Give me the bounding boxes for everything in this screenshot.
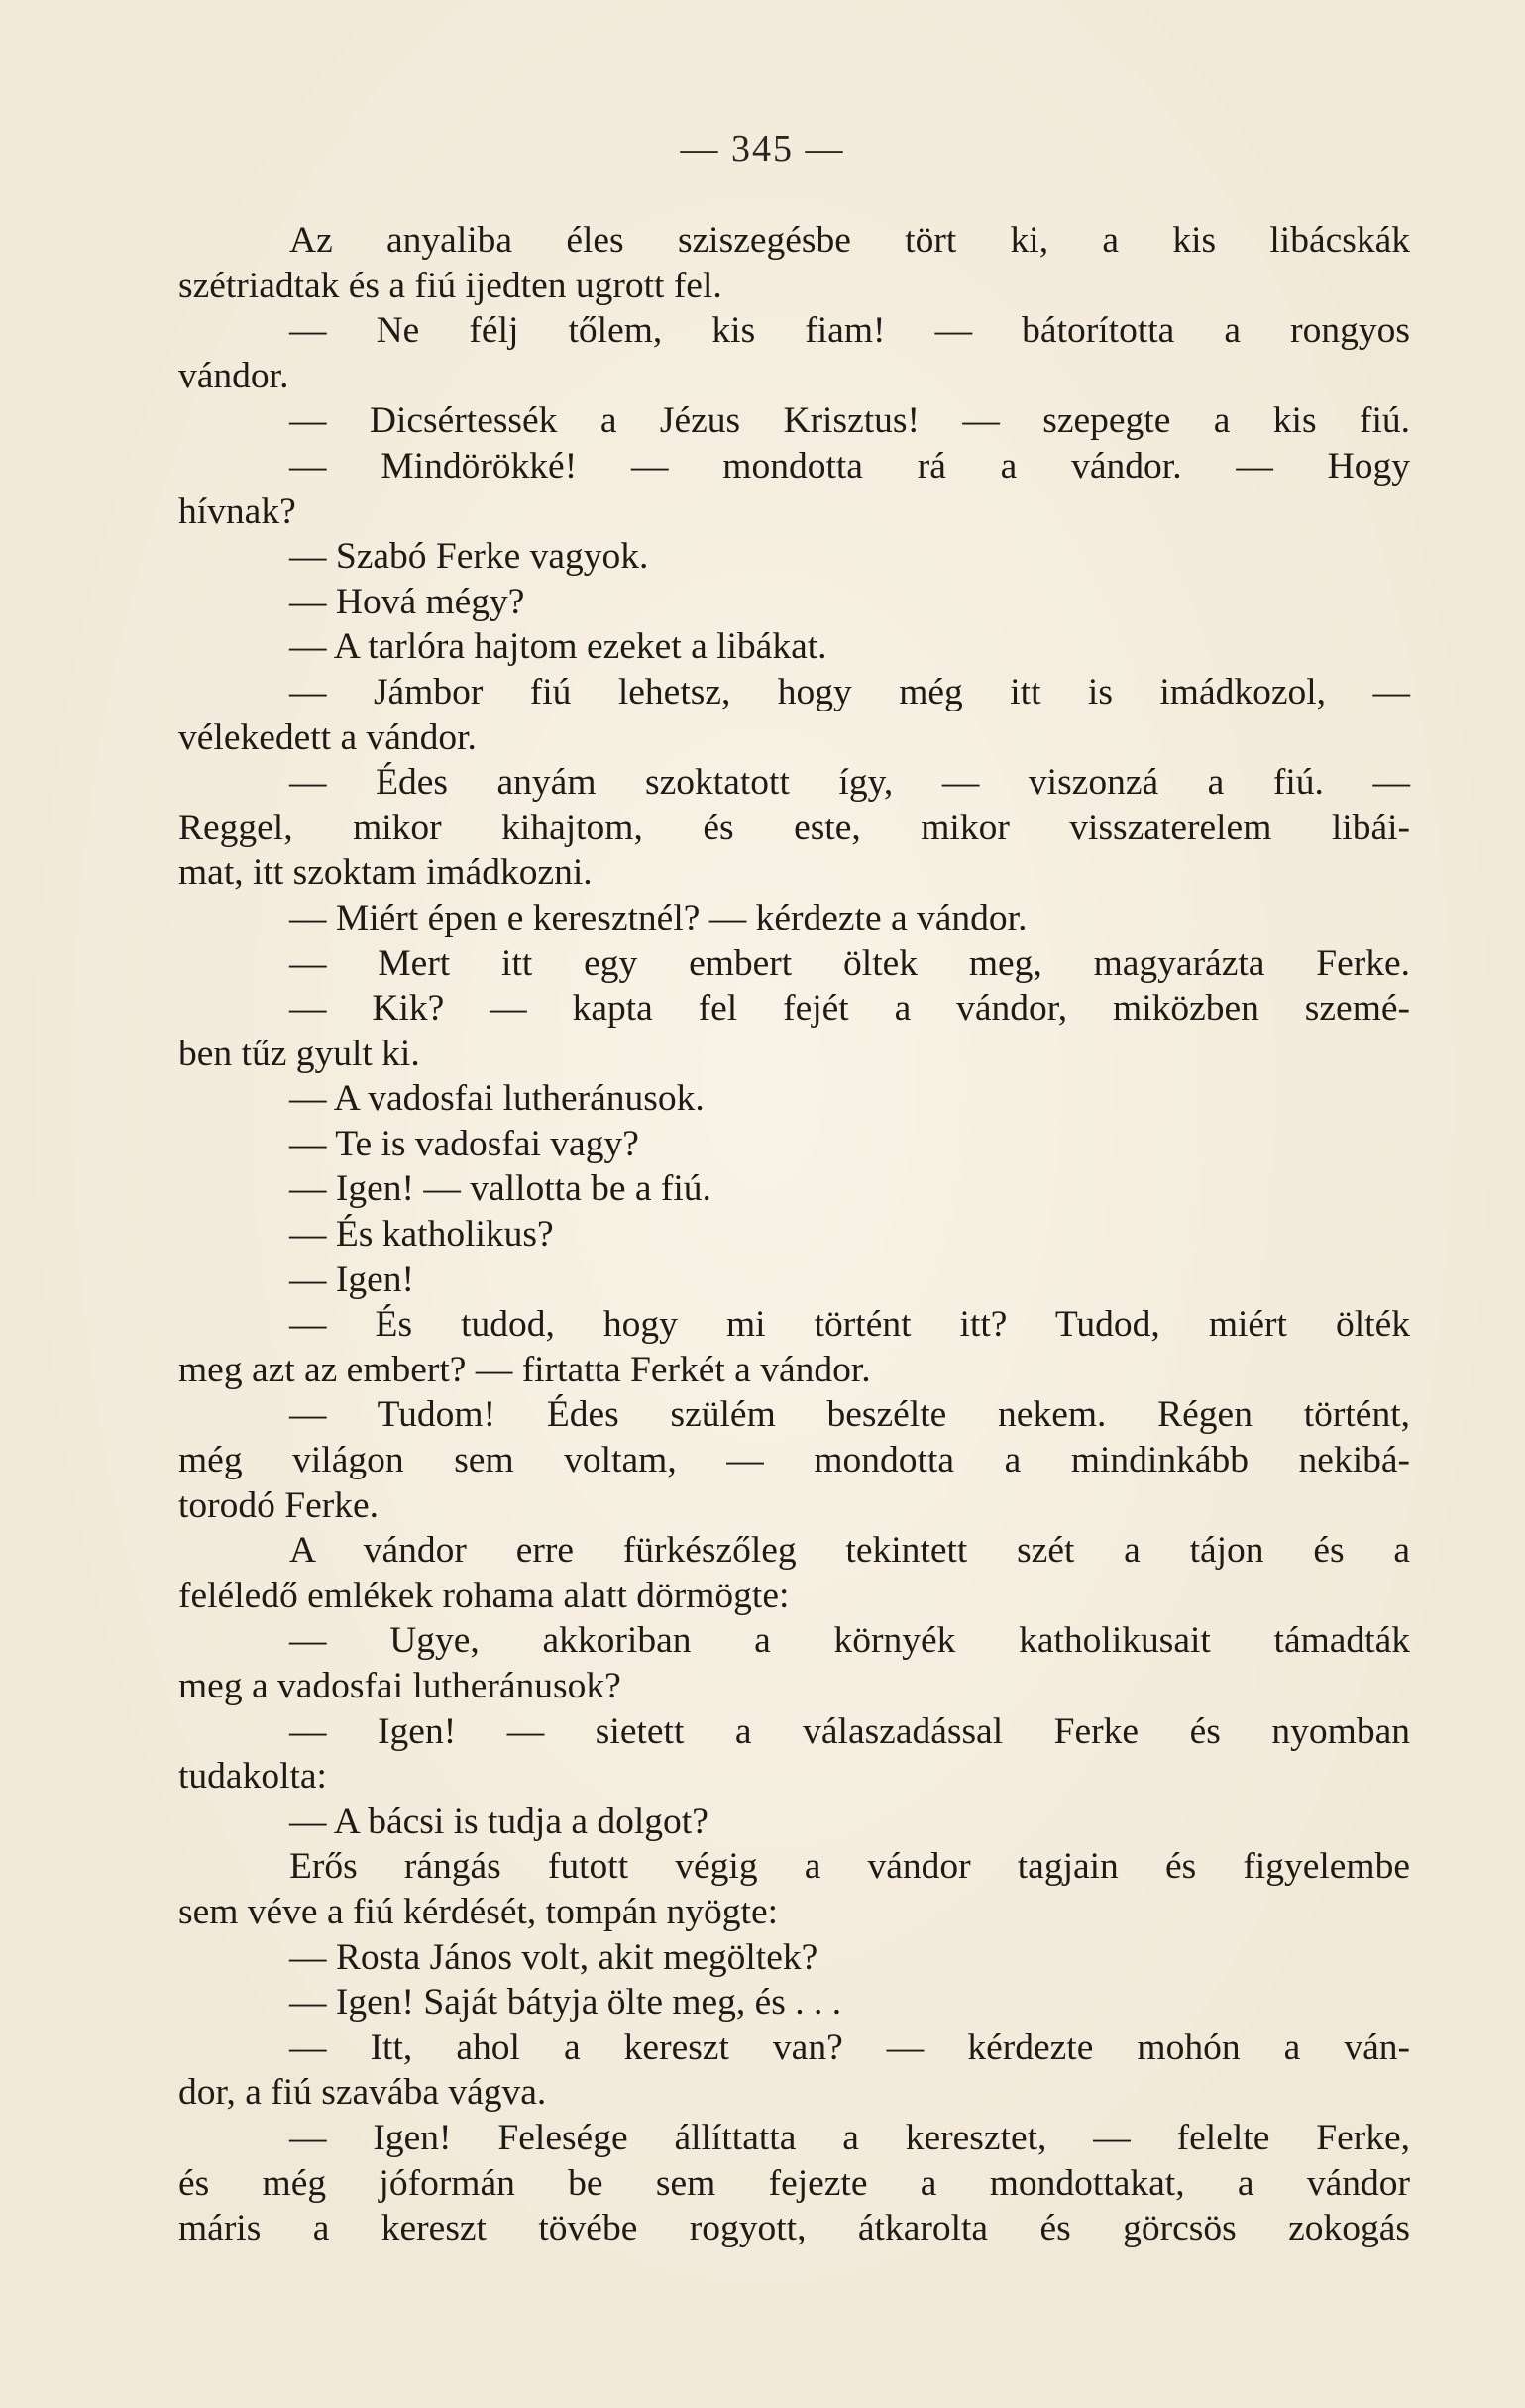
text-line: — Ugye, akkoriban a környék katholikusait támadták	[289, 1620, 1410, 1662]
text-line: Reggel, mikor kihajtom, és este, mikor visszaterelem libái-	[178, 807, 1410, 848]
text-line: — Igen! — vallotta be a fiú.	[289, 1168, 711, 1210]
text-line: — A vadosfai lutheránusok.	[289, 1078, 705, 1120]
text-line: — És tudod, hogy mi történt itt? Tudod, miért ölték	[289, 1304, 1410, 1346]
text-line: Erős rángás futott végig a vándor tagjain és figyelembe	[289, 1846, 1410, 1888]
text-line: — A bácsi is tudja a dolgot?	[289, 1801, 708, 1842]
text-line: — Te is vadosfai vagy?	[289, 1123, 639, 1164]
text-line: — Igen! Saját bátyja ölte meg, és . . .	[289, 1982, 842, 2024]
text-line: még világon sem voltam, — mondotta a mindinkább nekibá-	[178, 1440, 1410, 1481]
text-line: tudakolta:	[178, 1756, 327, 1798]
text-line: — Hová mégy?	[289, 581, 525, 622]
text-line: — A tarlóra hajtom ezeket a libákat.	[289, 626, 827, 668]
text-line: — Igen!	[289, 1259, 414, 1300]
text-line: torodó Ferke.	[178, 1484, 380, 1526]
text-line: és még jóformán be sem fejezte a mondottakat, a vándor	[178, 2162, 1410, 2204]
body-text	[178, 218, 1410, 2251]
text-line: — Mert itt egy embert öltek meg, magyarázta Ferke.	[289, 942, 1410, 984]
text-line: dor, a fiú szavába vágva.	[178, 2072, 547, 2114]
text-line: — Tudom! Édes szülém beszélte nekem. Régen történt,	[289, 1394, 1410, 1436]
text-line: — Miért épen e keresztnél? — kérdezte a vándor.	[289, 897, 1028, 938]
text-line: vándor.	[178, 355, 289, 396]
text-line: — Édes anyám szoktatott így, — viszonzá a fiú. —	[289, 762, 1410, 804]
text-line: — Igen! — sietett a válaszadással Ferke és nyomban	[289, 1710, 1410, 1752]
text-line: — Mindörökké! — mondotta rá a vándor. — Hogy	[289, 445, 1410, 487]
text-line: A vándor erre fürkészőleg tekintett szét a tájon és a	[289, 1530, 1410, 1572]
text-line: — Igen! Felesége állíttatta a keresztet, — felelte Ferke,	[289, 2117, 1410, 2158]
text-line: szétriadtak és a fiú ijedten ugrott fel.	[178, 265, 722, 306]
text-line: feléledő emlékek rohama alatt dörmögte:	[178, 1575, 790, 1616]
text-line: mat, itt szoktam imádkozni.	[178, 852, 593, 894]
text-line: meg a vadosfai lutheránusok?	[178, 1666, 621, 1706]
text-line: — Rosta János volt, akit megöltek?	[289, 1936, 818, 1978]
text-line: ben tűz gyult ki.	[178, 1033, 420, 1074]
text-line: — És katholikus?	[289, 1214, 554, 1256]
text-line: — Itt, ahol a kereszt van? — kérdezte mohón a ván-	[289, 2026, 1410, 2068]
page-number: — 345 —	[680, 128, 845, 169]
text-line: meg azt az embert? — firtatta Ferkét a vándor.	[178, 1349, 871, 1390]
text-line: — Szabó Ferke vagyok.	[289, 536, 649, 578]
text-line: sem véve a fiú kérdését, tompán nyögte:	[178, 1891, 779, 1932]
text-line: — Kik? — kapta fel fejét a vándor, miközben szemé-	[289, 988, 1410, 1030]
text-line: máris a kereszt tövébe rogyott, átkarolta és görcsös zokogás	[178, 2208, 1410, 2249]
text-line: hívnak?	[178, 491, 296, 532]
text-line: vélekedett a vándor.	[178, 716, 477, 758]
text-line: — Ne félj tőlem, kis fiam! — bátorította a rongyos	[289, 310, 1410, 352]
text-line: — Jámbor fiú lehetsz, hogy még itt is imádkozol, —	[289, 671, 1410, 712]
text-line: Az anyaliba éles sziszegésbe tört ki, a kis libácskák	[289, 220, 1410, 261]
text-line: — Dicsértessék a Jézus Krisztus! — szepegte a kis fiú.	[289, 400, 1410, 442]
